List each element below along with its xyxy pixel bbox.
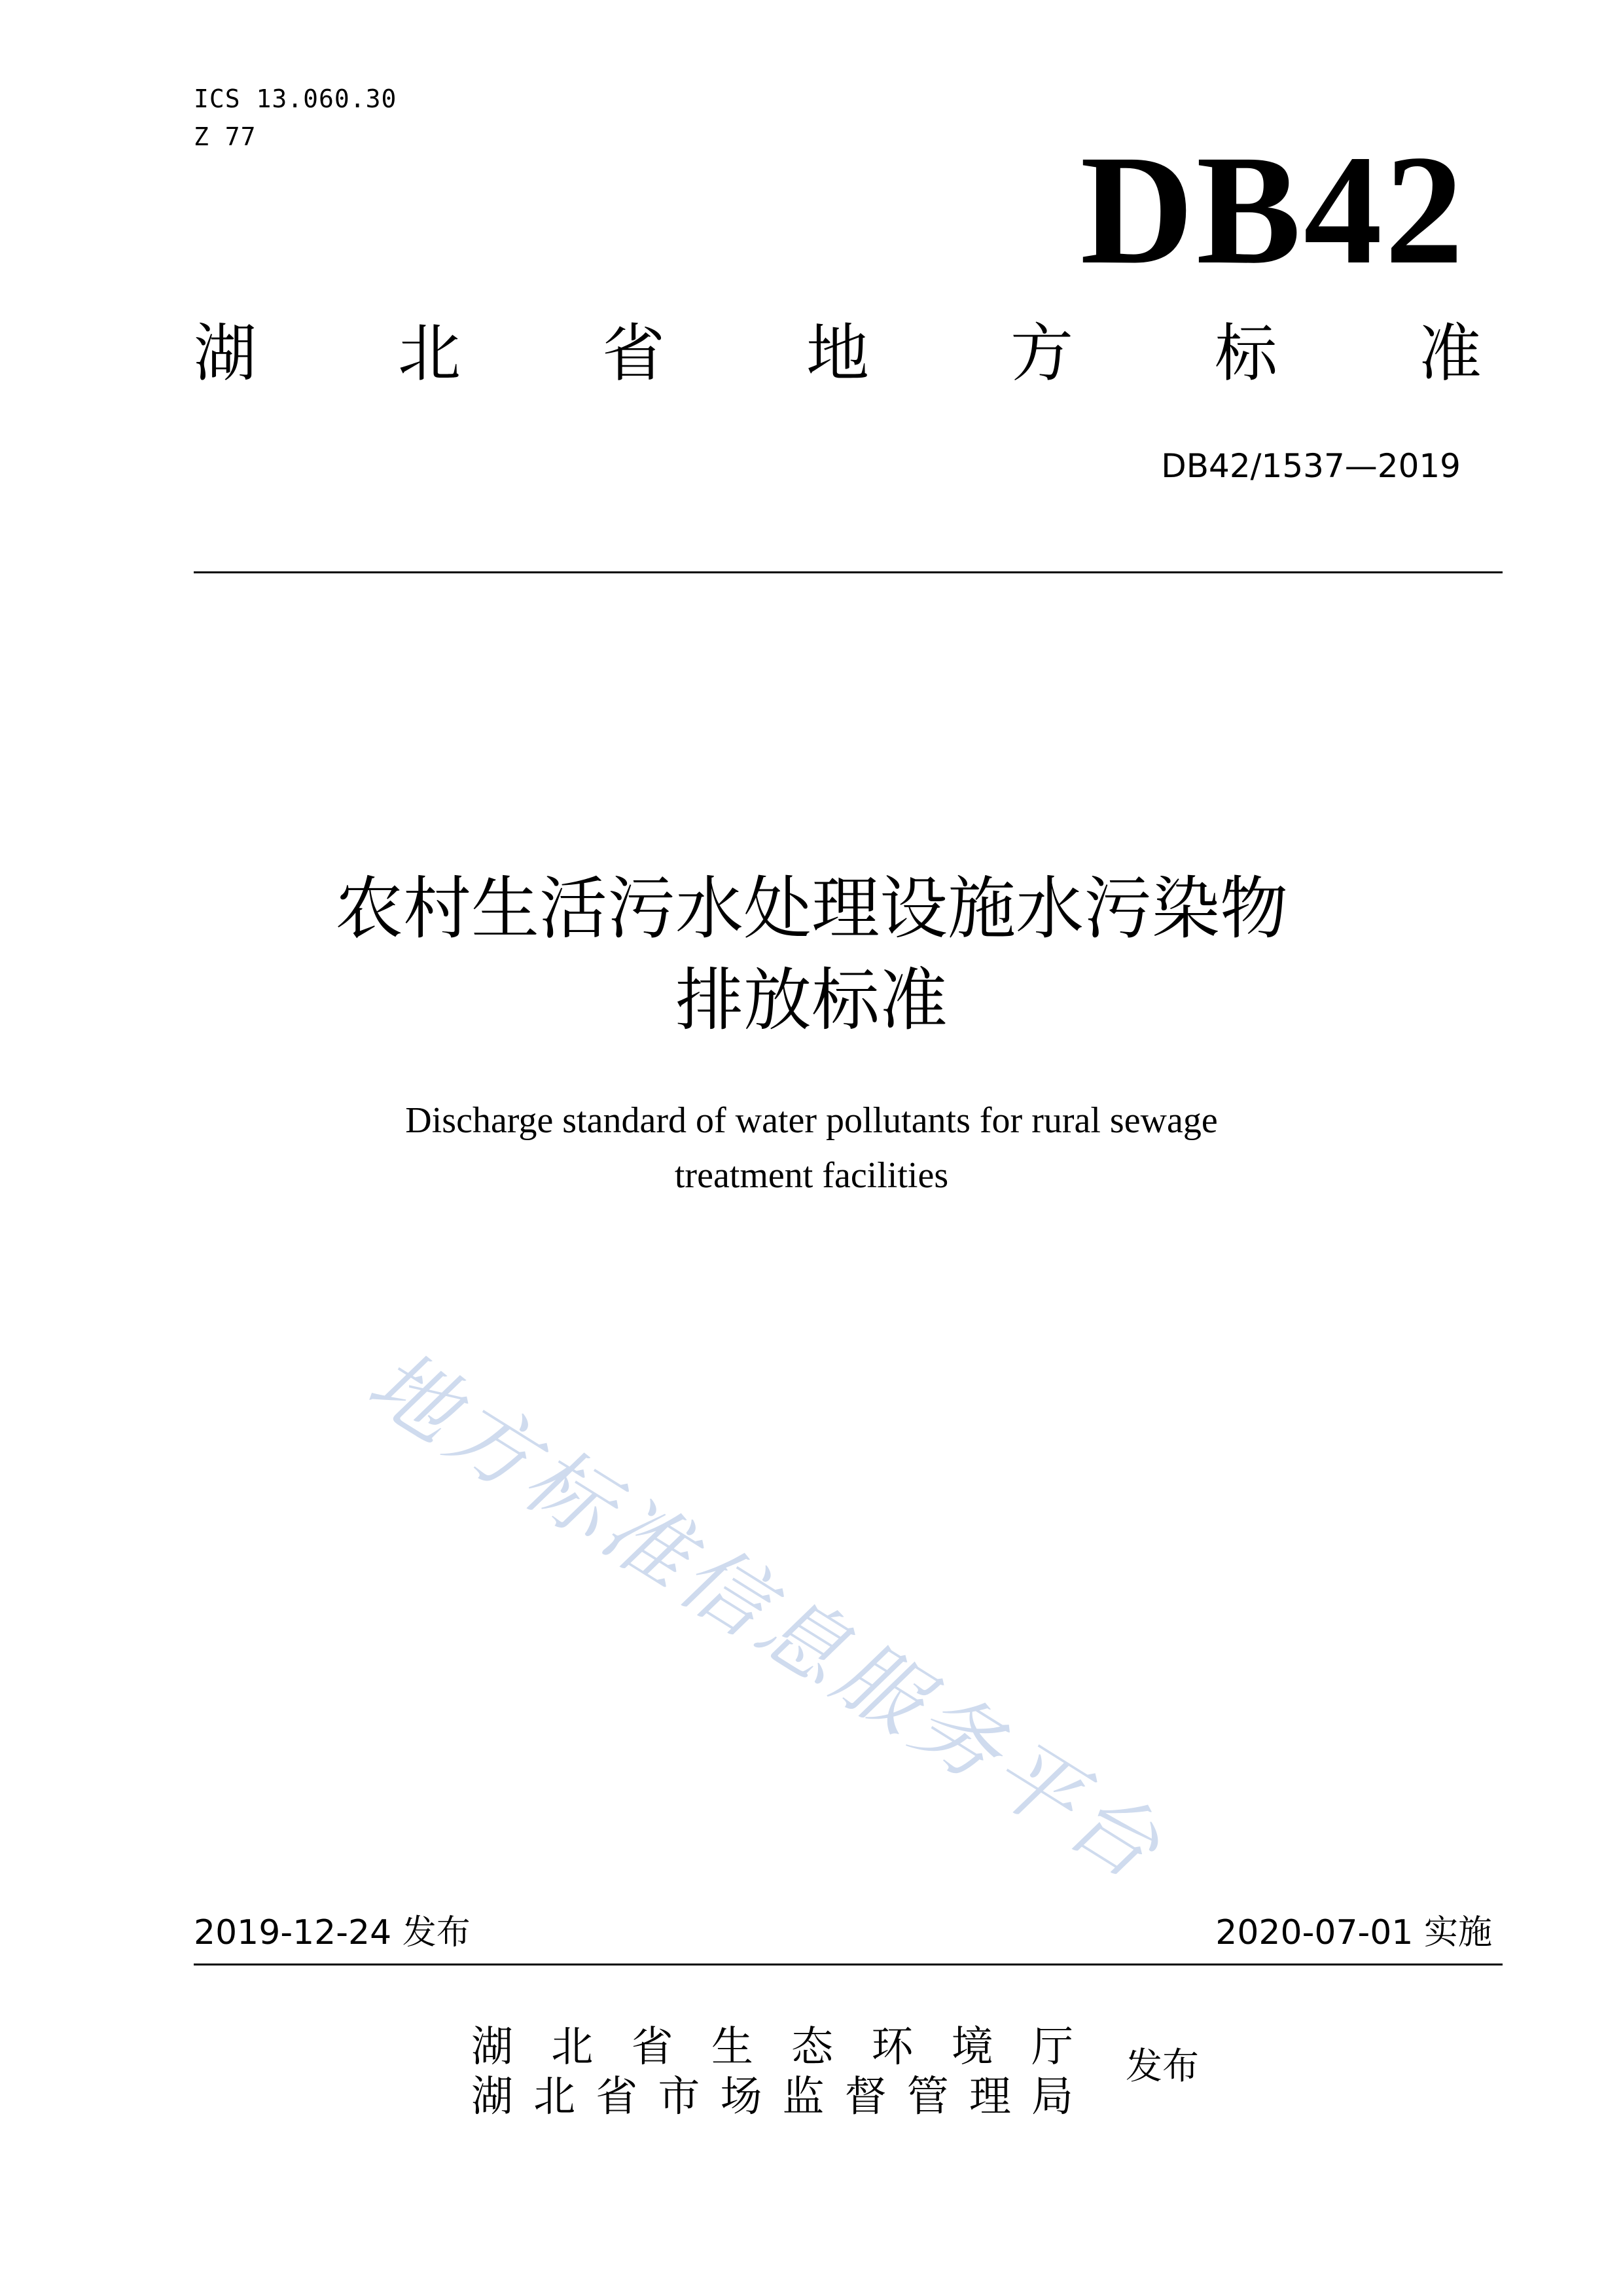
watermark: 地方标准信息服务平台 xyxy=(351,1331,1182,1901)
issuer-char: 场 xyxy=(720,2073,762,2121)
standard-logo: DB42 xyxy=(1080,122,1466,296)
issuing-authorities xyxy=(471,2022,1073,2122)
issuer-char: 北 xyxy=(533,2073,576,2121)
standard-type-title xyxy=(194,314,1482,393)
standard-type-char: 方 xyxy=(1010,317,1073,390)
implementation-date: 2020-07-01 实施 xyxy=(1215,1913,1492,1952)
issue-date: 2019-12-24 发布 xyxy=(194,1913,471,1952)
bottom-divider xyxy=(194,1964,1503,1965)
issuer-char: 生 xyxy=(711,2023,753,2072)
issuer-line-2 xyxy=(471,2072,1073,2122)
standard-type-char: 准 xyxy=(1419,317,1482,390)
chinese-title xyxy=(0,863,1623,1046)
date-row xyxy=(194,1910,1492,1956)
issuer-char: 境 xyxy=(951,2023,993,2072)
english-title xyxy=(0,1093,1623,1203)
issuer-char: 督 xyxy=(844,2073,887,2121)
issuer-char: 管 xyxy=(906,2073,949,2121)
issuer-char: 态 xyxy=(791,2023,834,2072)
classification-codes xyxy=(194,80,397,156)
issuer-char: 监 xyxy=(782,2073,825,2121)
standard-type-char: 省 xyxy=(602,317,665,390)
top-divider xyxy=(194,571,1503,573)
standard-type-char: 北 xyxy=(398,317,461,390)
ccs-code: Z 77 xyxy=(194,122,257,151)
issuer-char: 北 xyxy=(551,2023,594,2072)
chinese-title-line-1: 农村生活污水处理设施水污染物 xyxy=(334,869,1288,948)
issuer-char: 局 xyxy=(1031,2073,1073,2121)
standard-type-char: 地 xyxy=(806,317,869,390)
standard-type-char: 标 xyxy=(1215,317,1277,390)
issuer-char: 厅 xyxy=(1031,2023,1073,2072)
issuer-char: 环 xyxy=(871,2023,914,2072)
standard-type-char: 湖 xyxy=(194,317,257,390)
english-title-line-2: treatment facilities xyxy=(674,1155,949,1196)
issuer-char: 湖 xyxy=(471,2073,513,2121)
issue-word: 发布 xyxy=(1126,2045,1199,2088)
english-title-line-1: Discharge standard of water pollutants for rural sewage xyxy=(405,1100,1218,1141)
ics-code: ICS 13.060.30 xyxy=(194,84,397,113)
issuer-char: 理 xyxy=(969,2073,1011,2121)
issuer-char: 省 xyxy=(631,2023,673,2072)
issuer-line-1 xyxy=(471,2022,1073,2072)
issuer-char: 湖 xyxy=(471,2023,513,2072)
standard-number: DB42/1537—2019 xyxy=(1161,447,1461,485)
chinese-title-line-2: 排放标准 xyxy=(675,960,948,1040)
issuer-char: 市 xyxy=(658,2073,700,2121)
issuer-char: 省 xyxy=(596,2073,638,2121)
